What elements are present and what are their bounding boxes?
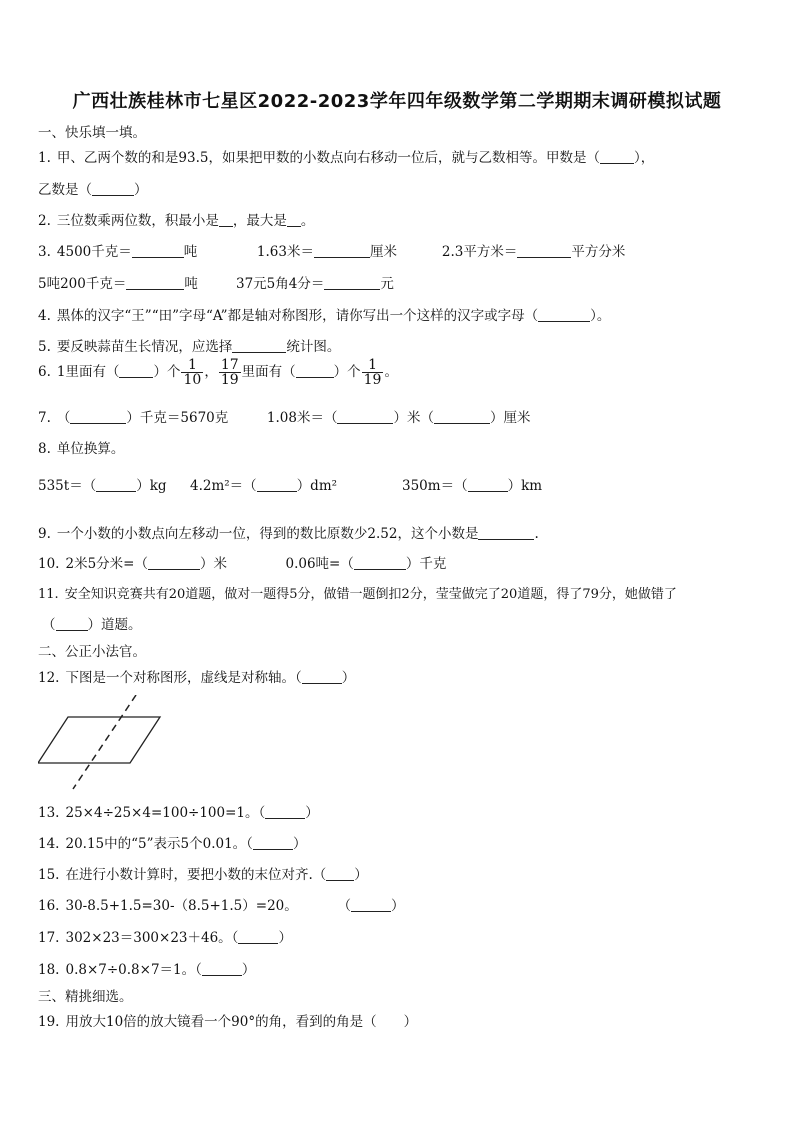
question-number: 6. (38, 364, 51, 380)
fraction (362, 358, 384, 387)
question-text: （ (337, 898, 351, 914)
conversion-text: 350m＝（ (402, 478, 468, 494)
question-text: 三位数乘两位数，积最小是 (56, 213, 219, 229)
unit-label: 元 (380, 276, 394, 292)
question-text: ）米（ (393, 410, 434, 426)
question-number: 2. (38, 213, 51, 229)
answer-blank[interactable] (126, 275, 184, 290)
question-number: 15. (38, 867, 60, 883)
fraction-numerator: 1 (362, 358, 384, 373)
question-text: 黑体的汉字“王”“田”字母“A”都是轴对称图形，请你写出一个这样的汉字或字母（ (56, 308, 539, 324)
unit-label: ）千克 (405, 556, 447, 572)
fraction-denominator: 19 (363, 372, 382, 388)
question-text-end: ） (390, 898, 405, 914)
answer-blank[interactable] (253, 835, 293, 850)
unit-label: ）kg (136, 478, 167, 494)
question-number: 3. (38, 244, 51, 260)
fraction-numerator: 17 (220, 357, 239, 373)
answer-blank[interactable] (314, 243, 370, 258)
answer-blank[interactable] (351, 897, 391, 912)
question-text-end: ）。 (590, 308, 611, 324)
answer-blank[interactable] (326, 866, 354, 881)
unit-label: 平方分米 (571, 244, 626, 260)
answer-blank[interactable] (265, 804, 305, 819)
question-text-end: ） (241, 962, 256, 978)
question-text-end: ） (134, 182, 148, 198)
answer-blank[interactable] (517, 243, 571, 258)
question-text: ）个 (153, 364, 181, 380)
question-text: 下图是一个对称图形，虚线是对称轴。（ (65, 670, 302, 686)
punctuation: ， (204, 364, 218, 380)
conversion-text: 1.63米＝ (256, 244, 314, 260)
answer-blank[interactable] (287, 212, 301, 227)
question-text-end: ） (305, 805, 319, 821)
question-2 (38, 209, 314, 229)
question-text: 用放大10倍的放大镜看一个90°的角，看到的角是（ ） (65, 1014, 418, 1030)
question-text-end: ）， (633, 150, 655, 166)
question-text: 0.8×7÷0.8×7＝1。（ (65, 962, 202, 978)
answer-blank[interactable] (302, 669, 342, 684)
answer-blank[interactable] (119, 363, 153, 378)
parallelogram-figure (38, 695, 178, 791)
answer-blank[interactable] (92, 181, 134, 196)
question-text: ）千克＝5670克 (126, 410, 229, 426)
answer-blank[interactable] (202, 961, 242, 976)
answer-blank[interactable] (538, 307, 590, 322)
conversion-text: 5吨200千克＝ (38, 276, 127, 292)
question-4 (38, 304, 610, 324)
question-text: 要反映蒜苗生长情况，应选择 (56, 339, 233, 355)
question-9 (38, 522, 539, 542)
unit-label: ）dm² (296, 478, 338, 494)
unit-label: 厘米 (369, 244, 397, 260)
question-8-line-2 (38, 474, 542, 494)
question-12 (38, 666, 355, 686)
question-text-end: 统计图。 (286, 339, 341, 355)
question-text: 30-8.5+1.5=30-（8.5+1.5）=20。 (65, 898, 298, 914)
question-text: 甲、乙两个数的和是93.5，如果把甲数的小数点向右移动一位后，就与乙数相等。甲数是（ (56, 150, 600, 166)
question-number: 10. (38, 556, 60, 572)
conversion-text: 4.2m²＝（ (190, 478, 257, 494)
question-number: 12. (38, 670, 60, 686)
conversion-text: 37元5角4分＝ (236, 276, 325, 292)
fraction-denominator: 10 (183, 372, 202, 388)
question-14 (38, 832, 306, 852)
question-number: 16. (38, 898, 60, 914)
question-text-end: ） (354, 867, 368, 883)
question-number: 7. (38, 410, 51, 426)
answer-blank[interactable] (600, 149, 634, 164)
question-text-end: 。 (300, 213, 315, 229)
answer-blank[interactable] (70, 409, 126, 424)
question-16 (38, 894, 404, 914)
question-text: 安全知识竞赛共有20道题，做对一题得5分，做错一题倒扣2分，莹莹做完了20道题，得了79分，她做错了 (64, 587, 677, 602)
section-heading-2: 二、公正小法官。 (38, 644, 146, 660)
question-text-end: ） (278, 930, 292, 946)
conversion-text: 2.3平方米＝ (441, 244, 518, 260)
question-text: 里面有（ (241, 364, 296, 380)
unit-label: ）米 (199, 556, 227, 572)
conversion-text: 535t＝（ (38, 478, 97, 494)
question-text: 在进行小数计算时，要把小数的末位对齐.（ (65, 867, 327, 883)
answer-blank[interactable] (337, 409, 393, 424)
question-5 (38, 335, 340, 355)
question-text: ）个 (333, 364, 361, 380)
question-3-line-2 (38, 272, 394, 292)
question-15 (38, 863, 368, 883)
question-17 (38, 926, 292, 946)
answer-blank[interactable] (478, 525, 534, 540)
conversion-text: 2米5分米=（ (65, 556, 148, 572)
punctuation: . (534, 526, 539, 542)
question-text: 20.15中的“5”表示5个0.01。（ (65, 836, 253, 852)
answer-blank[interactable] (354, 555, 406, 570)
question-1-line-2 (38, 178, 148, 198)
question-text: 乙数是（ (38, 182, 92, 198)
unit-label: ）km (507, 478, 543, 494)
answer-blank[interactable] (434, 409, 490, 424)
question-11-line-2 (42, 613, 142, 633)
question-number: 13. (38, 805, 60, 821)
question-number: 9. (38, 526, 51, 542)
question-text-end: ） (292, 836, 307, 852)
section-heading-1: 一、快乐填一填。 (38, 125, 146, 141)
answer-blank[interactable] (56, 616, 88, 631)
answer-blank[interactable] (232, 338, 286, 353)
question-19 (38, 1010, 417, 1030)
question-text: 1里面有（ (56, 364, 120, 380)
question-text-end: ） (341, 670, 356, 686)
question-text: （ (42, 617, 56, 633)
answer-blank[interactable] (468, 477, 508, 492)
question-number: 5. (38, 339, 51, 355)
page-title: 广西壮族桂林市七星区2022-2023学年四年级数学第二学期期末调研模拟试题 (72, 91, 722, 112)
answer-blank[interactable] (324, 275, 380, 290)
parallelogram-shape (38, 717, 160, 763)
question-18 (38, 958, 255, 978)
question-13 (38, 801, 319, 821)
question-text: ）厘米 (489, 410, 531, 426)
unit-label: 吨 (183, 244, 198, 260)
conversion-text: 4500千克＝ (56, 244, 132, 260)
question-text: （ (56, 410, 71, 426)
fraction (219, 358, 241, 387)
question-text: 单位换算。 (56, 441, 125, 457)
section-heading-3: 三、精挑细选。 (38, 989, 133, 1005)
question-text: ，最大是 (232, 213, 287, 229)
fraction-numerator: 1 (181, 358, 203, 373)
answer-blank[interactable] (132, 243, 184, 258)
question-10 (38, 552, 446, 572)
question-text: 302×23＝300×23＋46。（ (65, 930, 239, 946)
unit-label: 吨 (184, 276, 198, 292)
question-text: 1.08米＝（ (266, 410, 338, 426)
question-7 (38, 406, 530, 426)
answer-blank[interactable] (96, 477, 136, 492)
question-number: 4. (38, 308, 51, 324)
question-number: 17. (38, 930, 60, 946)
answer-blank[interactable] (219, 212, 233, 227)
answer-blank[interactable] (296, 363, 334, 378)
punctuation: 。 (384, 364, 398, 380)
question-number: 8. (38, 441, 51, 457)
question-text: ）道题。 (87, 617, 142, 633)
question-1 (38, 146, 654, 166)
question-number: 1. (38, 150, 51, 166)
question-3 (38, 240, 625, 260)
dashed-axis-line (73, 695, 136, 789)
question-number: 11. (38, 587, 59, 602)
fraction (181, 358, 203, 387)
answer-blank[interactable] (257, 477, 297, 492)
question-11 (38, 583, 677, 602)
conversion-text: 0.06吨=（ (285, 556, 354, 572)
question-text: 25×4÷25×4=100÷100=1。（ (65, 805, 266, 821)
fraction-denominator: 19 (220, 372, 239, 388)
question-number: 14. (38, 836, 60, 852)
answer-blank[interactable] (238, 929, 278, 944)
question-8 (38, 437, 124, 457)
question-number: 18. (38, 962, 60, 978)
question-number: 19. (38, 1014, 60, 1030)
question-6 (38, 358, 398, 387)
question-text: 一个小数的小数点向左移动一位，得到的数比原数少2.52，这个小数是 (56, 526, 479, 542)
answer-blank[interactable] (148, 555, 200, 570)
